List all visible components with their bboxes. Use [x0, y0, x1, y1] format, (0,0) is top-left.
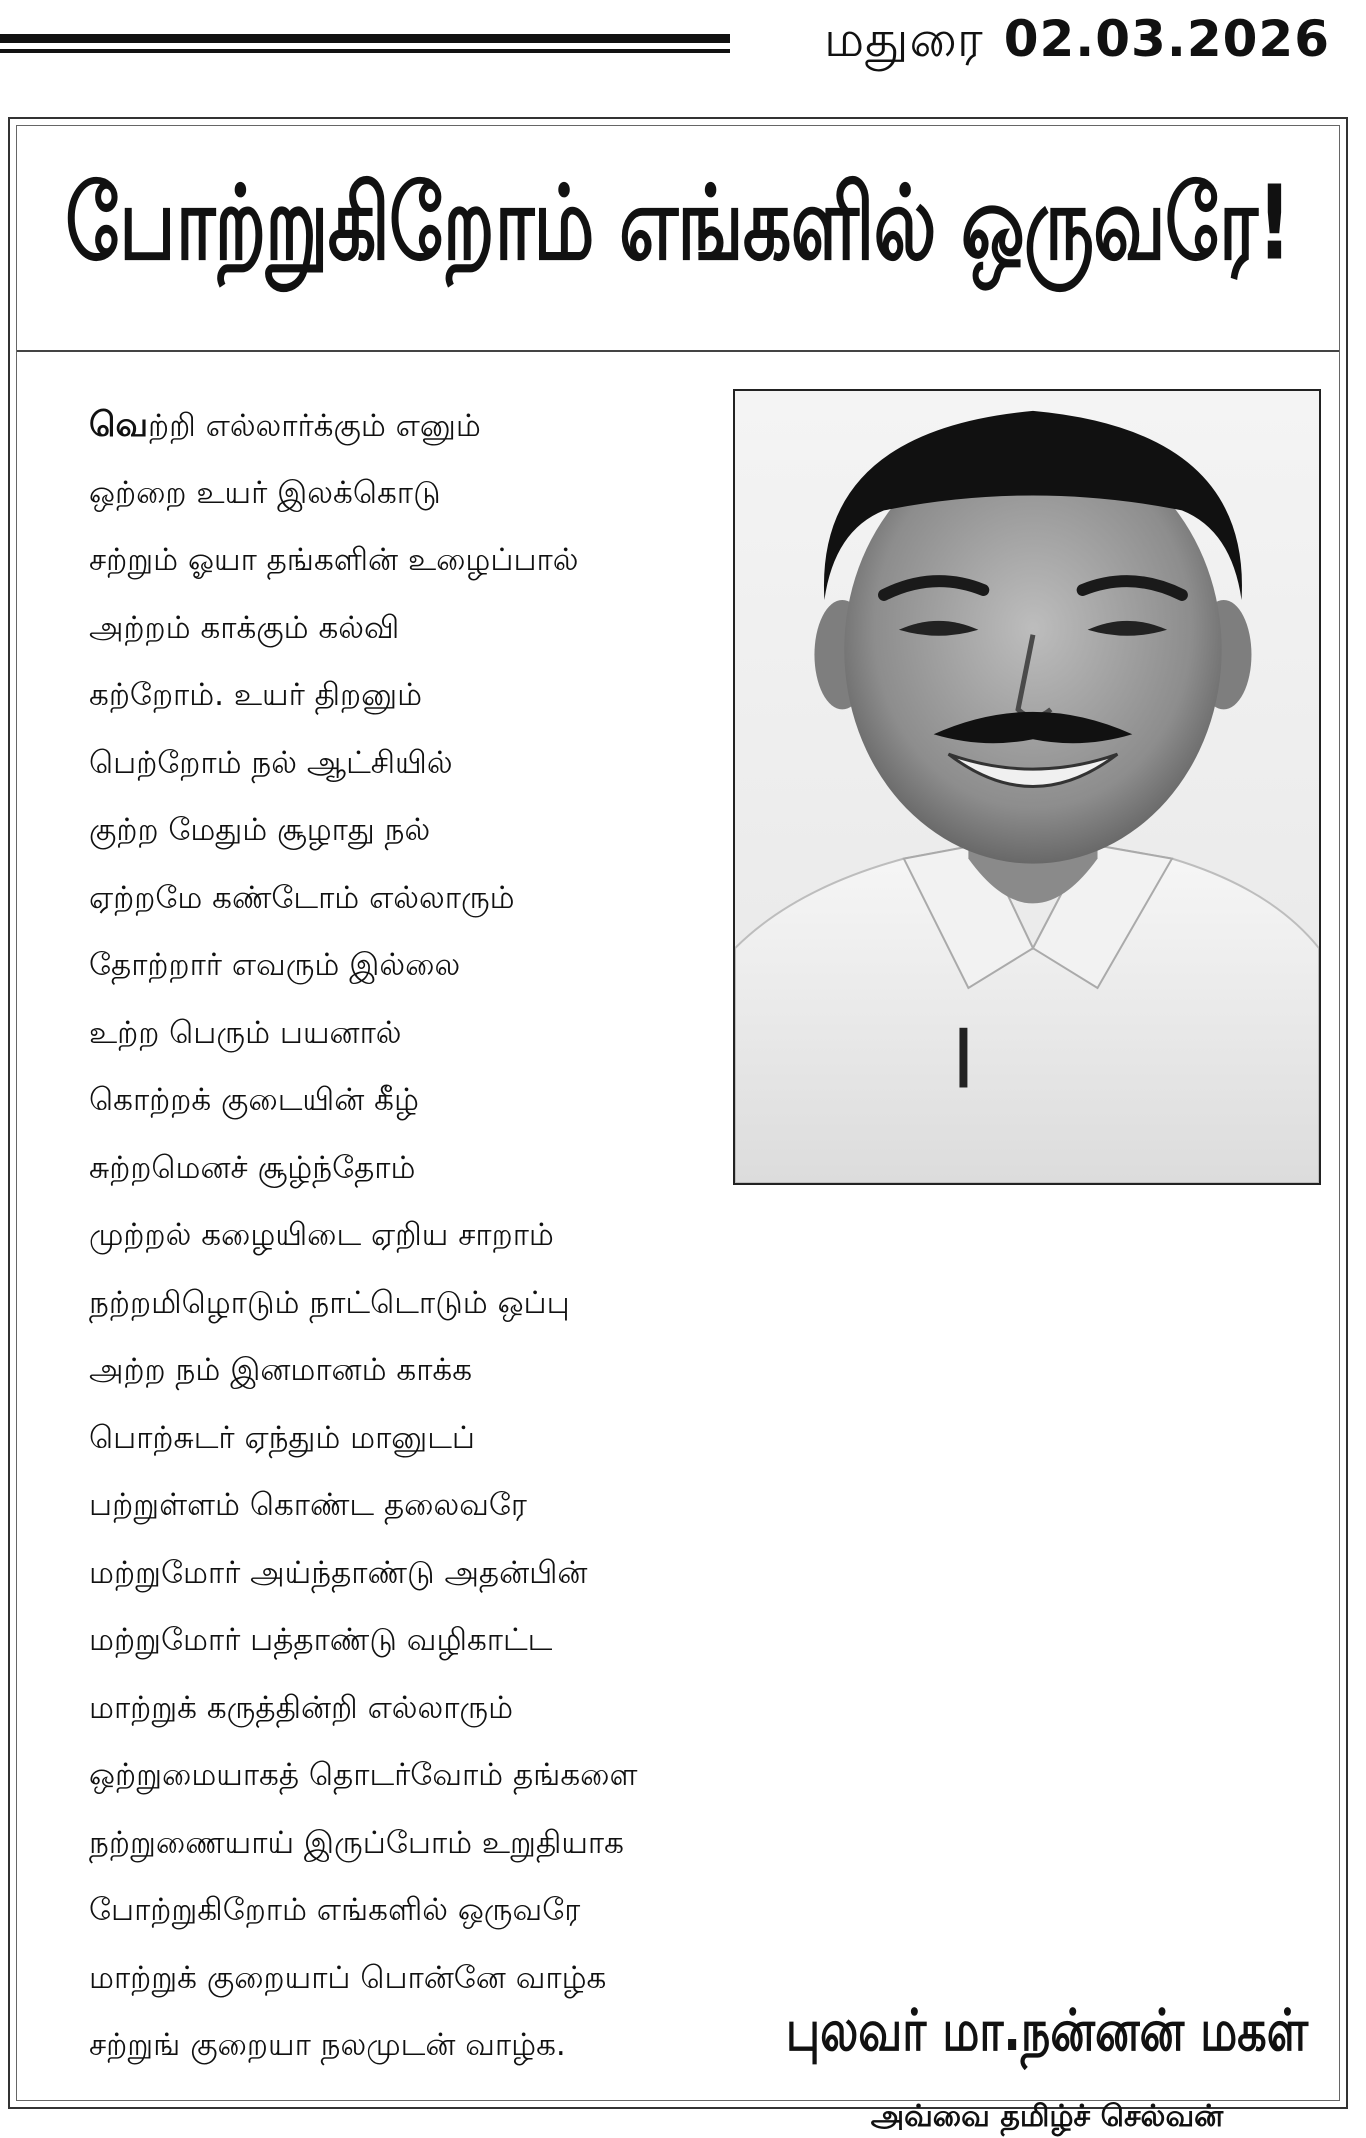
poem-line: மற்றுமோர் பத்தாண்டு வழிகாட்ட [89, 1622, 553, 1658]
poem-line [89, 392, 789, 460]
poem-line: அற்றம் காக்கும் கல்வி [89, 609, 400, 646]
poem-line: ஏற்றமே கண்டோம் எல்லாரும் [89, 879, 515, 916]
dateline-city: மதுரை [823, 10, 984, 68]
poem-line: நற்றமிழொடும் நாட்டொடும் ஒப்பு [89, 1284, 570, 1321]
dateline [824, 10, 1330, 75]
poem-line: கொற்றக் குடையின் கீழ் [89, 1082, 419, 1118]
poem-line: ஒற்றை உயர் இலக்கொடு [89, 474, 441, 511]
poem [89, 392, 789, 2080]
poem-line: தோற்றார் எவரும் இல்லை [89, 947, 461, 983]
poem-line: கற்றோம். உயர் திறனும் [89, 677, 423, 713]
article-frame-inner [16, 125, 1340, 2134]
poem-line: ஒற்றுமையாகத் தொடர்வோம் தங்களை [89, 1757, 638, 1793]
poem-initial: வெ [89, 405, 149, 445]
author-subname: அவ்வை தமிழ்ச் செல்வன் [870, 2099, 1224, 2134]
header-rules [0, 34, 730, 53]
poem-line: மற்றுமோர் அய்ந்தாண்டு அதன்பின் [89, 1554, 588, 1591]
header-rule-thick [0, 34, 730, 43]
poem-line: முற்றல் கழையிடை ஏறிய சாறாம் [89, 1217, 554, 1253]
article-frame [8, 117, 1348, 2134]
portrait-photo [733, 389, 1321, 1185]
poem-line: சற்றும் ஓயா தங்களின் உழைப்பால் [89, 542, 579, 578]
author-name: புலவர் மா.நன்னன் மகள் [785, 1996, 1309, 2064]
poem-line: போற்றுகிறோம் எங்களில் ஒருவரே [89, 1892, 581, 1928]
headline-divider [17, 350, 1339, 352]
poem-first-rest: ற்றி எல்லார்க்கும் எனும் [148, 408, 481, 444]
portrait-illustration [735, 391, 1319, 1183]
dateline-date: 02.03.2026 [1003, 10, 1330, 68]
poem-line: மாற்றுக் கருத்தின்றி எல்லாரும் [89, 1689, 514, 1726]
poem-line: மாற்றுக் குறையாப் பொன்னே வாழ்க [89, 1959, 607, 1996]
poem-line: குற்ற மேதும் சூழாது நல் [89, 812, 431, 848]
poem-line: அற்ற நம் இனமானம் காக்க [89, 1352, 473, 1388]
poem-line: சுற்றமெனச் சூழ்ந்தோம் [89, 1149, 416, 1186]
poem-line: பெற்றோம் நல் ஆட்சியில் [89, 744, 453, 781]
poem-line: பொற்சுடர் ஏந்தும் மானுடப் [89, 1419, 475, 1456]
poem-line: நற்றுணையாய் இருப்போம் உறுதியாக [89, 1824, 624, 1861]
poem-line: உற்ற பெரும் பயனால் [89, 1014, 402, 1051]
poem-line: சற்றுங் குறையா நலமுடன் வாழ்க. [89, 2027, 566, 2063]
poem-line: பற்றுள்ளம் கொண்ட தலைவரே [89, 1487, 527, 1523]
headline: போற்றுகிறோம் எங்களில் ஒருவரே! [65, 162, 1291, 283]
author-block [757, 1996, 1337, 2138]
header-rule-thin [0, 49, 730, 53]
